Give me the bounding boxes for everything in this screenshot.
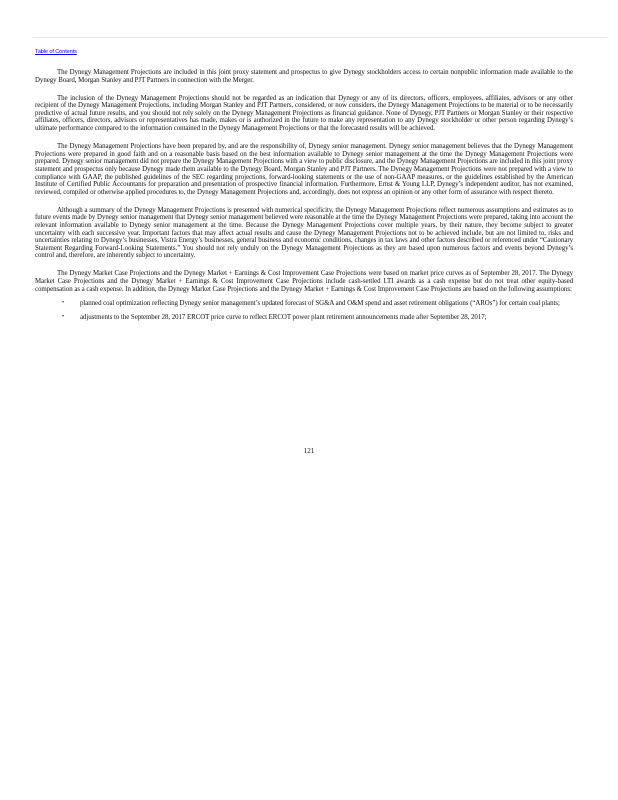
table-of-contents-link[interactable]: Table of Contents <box>35 49 77 55</box>
list-item <box>35 300 573 308</box>
body-text <box>35 69 573 328</box>
paragraph-1: The Dynegy Management Projections are included in this joint proxy statement and prospectus to give Dynegy stockholders access to certain nonpublic information made available to the Dynegy Board, Morgan Stanley and PJT Partners in connection with the Merger. <box>35 69 573 84</box>
header-divider <box>33 37 607 38</box>
list-item <box>35 314 573 322</box>
list-item-text: planned coal optimization reflecting Dynegy senior management’s updated forecast of SG&A and O&M spend and asset retirement obligations (“AROs”) for certain coal plants; <box>80 300 560 308</box>
paragraph-2: The inclusion of the Dynegy Management Projections should not be regarded as an indication that Dynegy or any of its directors, officers, employees, affiliates, advisors or any other recipient of the Dynegy Management Projections, including Morgan Stanley and PJT Partners, considered, or now considers, the Dynegy Management Projections to be material or to be necessarily predictive of actual future results, and you should not rely solely on the Dynegy Management Projections as financial guidance. None of Dynegy, PJT Partners or Morgan Stanley or their respective affiliates, officers, directors, advisors or representatives has made, makes or is authorized in the future to make any representation to any Dynegy stockholder or other person regarding Dynegy’s ultimate performance compared to the information contained in the Dynegy Management Projections or that the forecasted results will be achieved. <box>35 94 573 133</box>
assumption-list <box>35 300 573 322</box>
page-number: 121 <box>303 447 315 455</box>
list-item-text: adjustments to the September 28, 2017 ERCOT price curve to reflect ERCOT power plant retirement announcements made after September 28, 2017; <box>80 314 487 322</box>
bullet-icon: • <box>62 300 65 307</box>
paragraph-4: Although a summary of the Dynegy Management Projections is presented with numerical specificity, the Dynegy Management Projections reflect numerous assumptions and estimates as to future events made by Dynegy senior management that Dynegy senior management believed were reasonable at the time the Dynegy Management Projections were prepared, taking into account the relevant information available to Dynegy senior management at the time. Because the Dynegy Management Projections cover multiple years, by their nature, they become subject to greater uncertainty with each successive year. Important factors that may affect actual results and cause the Dynegy Management Projections not to be achieved include, but are not limited to, risks and uncertainties relating to Dynegy’s businesses, Vistra Energy’s businesses, general business and economic conditions, changes in tax laws and other factors described or referenced under “Cautionary Statement Regarding Forward-Looking Statements.” You should not rely unduly on the Dynegy Management Projections as they are based upon numerous factors and events beyond Dynegy’s control and, therefore, are inherently subject to uncertainty. <box>35 206 573 260</box>
bullet-icon: • <box>62 314 65 321</box>
paragraph-3: The Dynegy Management Projections have been prepared by, and are the responsibility of, Dynegy senior management. Dynegy senior management believes that the Dynegy Management Projections were prepared in good faith and on a reasonable basis based on the best information available to Dynegy senior management at the time the Dynegy Management Projections were prepared. Dynegy senior management did not prepare the Dynegy Management Projections with a view to public disclosure, and the Dynegy Management Projections are included in this joint proxy statement and prospectus only because Dynegy made them available to the Dynegy Board, Morgan Stanley and PJT Partners. The Dynegy Management Projections were not prepared with a view to compliance with GAAP, the published guidelines of the SEC regarding projections, forward-looking statements or the use of non-GAAP measures, or the guidelines established by the American Institute of Certified Public Accountants for preparation and presentation of prospective financial information. Furthermore, Ernst & Young LLP, Dynegy’s independent auditor, has not examined, reviewed, compiled or otherwise applied procedures to, the Dynegy Management Projections and, accordingly, does not express an opinion or any other form of assurance with respect thereto. <box>35 143 573 196</box>
paragraph-5: The Dynegy Market Case Projections and the Dynegy Market + Earnings & Cost Improvement Case Projections were based on market price curves as of September 28, 2017. The Dynegy Market Case Projections and the Dynegy Market + Earnings & Cost Improvement Case Projections include cash-settled LTI awards as a cash expense but do not treat other equity-based compensation as a cash expense. In addition, the Dynegy Market Case Projections and the Dynegy Market + Earnings & Cost Improvement Case Projections are based on the following assumptions: <box>35 270 573 293</box>
